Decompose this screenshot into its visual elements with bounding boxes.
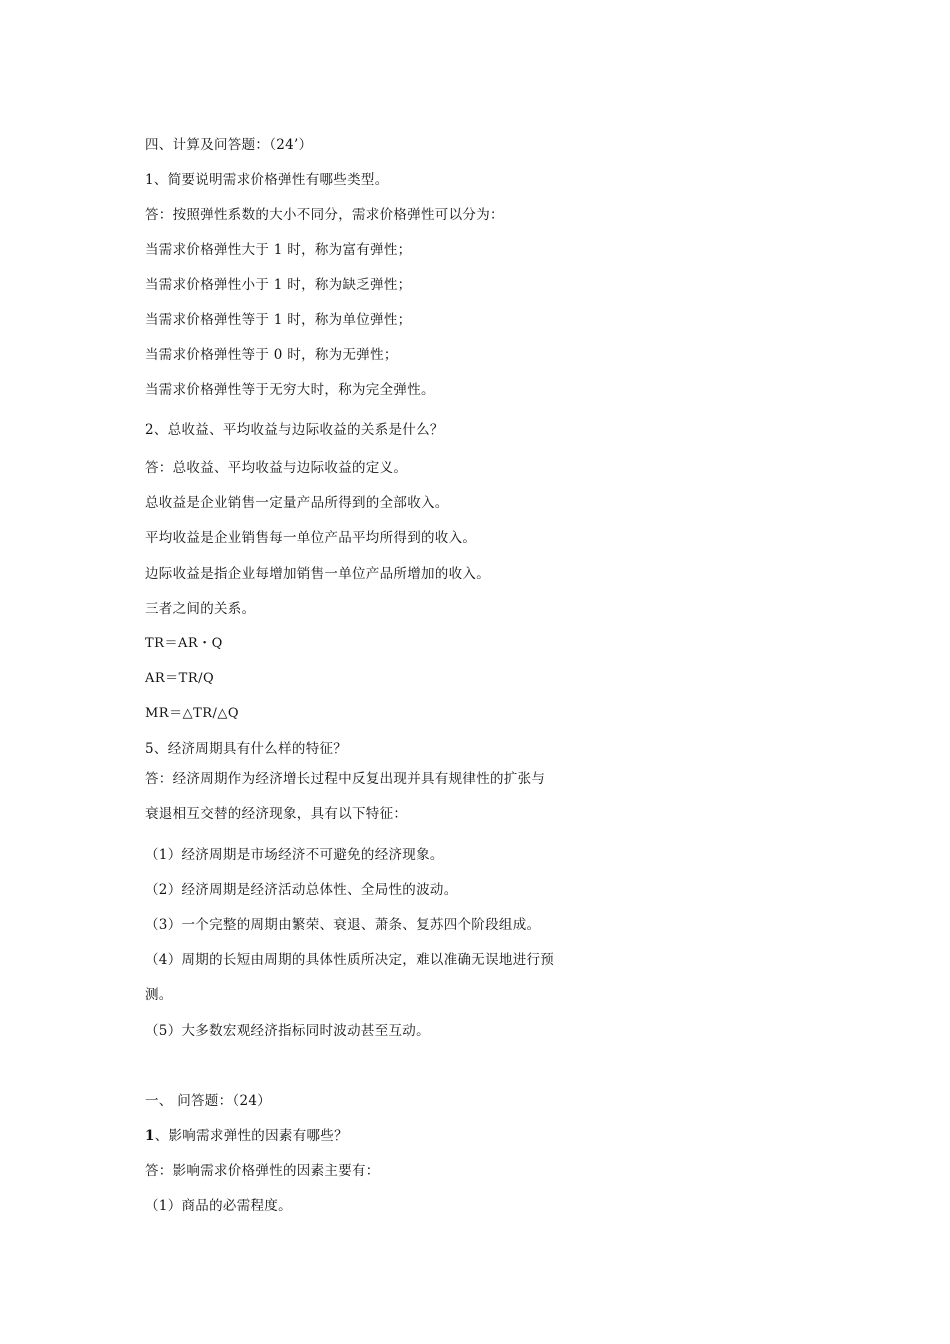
question-number: 1 <box>145 1128 155 1144</box>
question-1: 1、简要说明需求价格弹性有哪些类型。 <box>145 172 389 188</box>
formula-tr: TR＝AR・Q <box>145 636 223 651</box>
answer-1-intro: 答：按照弹性系数的大小不同分，需求价格弹性可以分为： <box>145 207 504 223</box>
answer-1-item: 当需求价格弹性等于无穷大时，称为完全弹性。 <box>145 382 435 398</box>
answer-5-feature: （5）大多数宏观经济指标同时波动甚至互动。 <box>145 1023 430 1039</box>
answer-5-line: 答：经济周期作为经济增长过程中反复出现并具有规律性的扩张与 <box>145 771 546 787</box>
answer-influence-intro: 答：影响需求价格弹性的因素主要有： <box>145 1163 380 1179</box>
section-heading-calc-qa: 四、计算及问答题：（24’） <box>145 137 313 153</box>
answer-5-feature: （3）一个完整的周期由繁荣、衰退、萧条、复苏四个阶段组成。 <box>145 917 541 933</box>
answer-1-item: 当需求价格弹性等于 0 时，称为无弹性； <box>145 347 398 363</box>
answer-5-feature: 测。 <box>145 987 173 1003</box>
answer-2-definition: 总收益是企业销售一定量产品所得到的全部收入。 <box>145 495 449 511</box>
question-2: 2、总收益、平均收益与边际收益的关系是什么？ <box>145 422 444 438</box>
answer-2-intro: 答：总收益、平均收益与边际收益的定义。 <box>145 460 408 476</box>
answer-1-item: 当需求价格弹性等于 1 时，称为单位弹性； <box>145 312 412 328</box>
answer-2-relation-intro: 三者之间的关系。 <box>145 601 256 617</box>
question-5: 5、经济周期具有什么样的特征？ <box>145 741 348 757</box>
formula-mr: MR＝△TR/△Q <box>145 706 240 721</box>
formula-ar: AR＝TR/Q <box>145 671 215 686</box>
question-1-influence <box>145 1127 348 1145</box>
answer-2-definition: 边际收益是指企业每增加销售一单位产品所增加的收入。 <box>145 566 490 582</box>
answer-5-feature: （1）经济周期是市场经济不可避免的经济现象。 <box>145 847 444 863</box>
answer-influence-item: （1）商品的必需程度。 <box>145 1198 292 1214</box>
answer-5-line: 衰退相互交替的经济现象，具有以下特征： <box>145 806 408 822</box>
answer-1-item: 当需求价格弹性小于 1 时，称为缺乏弹性； <box>145 277 412 293</box>
section-heading-qa: 一、 问答题：（24） <box>145 1093 272 1109</box>
answer-1-item: 当需求价格弹性大于 1 时，称为富有弹性； <box>145 242 412 258</box>
answer-2-definition: 平均收益是企业销售每一单位产品平均所得到的收入。 <box>145 530 477 546</box>
answer-5-feature: （4）周期的长短由周期的具体性质所决定，难以准确无误地进行预 <box>145 952 555 968</box>
answer-5-feature: （2）经济周期是经济活动总体性、全局性的波动。 <box>145 882 458 898</box>
question-text: 、影响需求弹性的因素有哪些？ <box>154 1128 348 1144</box>
